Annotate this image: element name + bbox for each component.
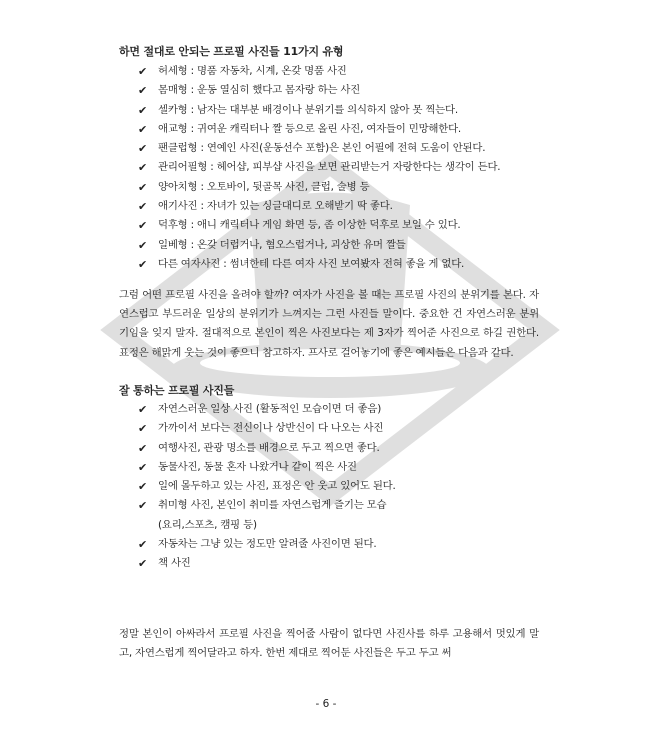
check-icon: ✔ bbox=[138, 460, 148, 474]
check-icon: ✔ bbox=[138, 219, 148, 233]
check-icon: ✔ bbox=[138, 200, 148, 214]
check-icon: ✔ bbox=[138, 161, 148, 175]
recommended-list bbox=[138, 400, 558, 574]
list-item: ✔ 관리어필형 : 헤어샵, 피부샵 사진을 보면 관리받는거 자랑한다는 생각이 든다. bbox=[138, 158, 558, 177]
list-item: ✔ 덕후형 : 애니 캐릭터나 게임 화면 등, 좀 이상한 덕후로 보일 수 있다. bbox=[138, 216, 558, 235]
list-item: ✔ 여행사진, 관광 명소를 배경으로 두고 찍으면 좋다. bbox=[138, 439, 558, 458]
check-icon: ✔ bbox=[138, 103, 148, 117]
list-item: ✔ 다른 여자사진 : 썸녀한테 다른 여자 사진 보여봤자 전혀 좋을 게 없다. bbox=[138, 255, 558, 274]
list-item: ✔ 팬클럽형 : 연예인 사진(운동선수 포함)은 본인 어필에 전혀 도움이 안된다. bbox=[138, 139, 558, 158]
avoid-list bbox=[138, 62, 558, 274]
list-item: ✔ 동물사진, 동물 혼자 나왔거나 같이 찍은 사진 bbox=[138, 458, 558, 477]
section-title-avoid: 하면 절대로 안되는 프로필 사진들 11가지 유형 bbox=[119, 45, 344, 58]
check-icon: ✔ bbox=[138, 122, 148, 136]
list-item: ✔ 자동차는 그냥 있는 정도만 알려줄 사진이면 된다. bbox=[138, 535, 558, 554]
check-icon: ✔ bbox=[138, 499, 148, 513]
body-paragraph-closing: 정말 본인이 아싸라서 프로필 사진을 찍어줄 사람이 없다면 사진사를 하루 고용해서 멋있게 말고, 자연스럽게 찍어달라고 하자. 한번 제대로 찍어둔 사진들은 두고 두고 써 bbox=[119, 628, 539, 660]
check-icon: ✔ bbox=[138, 538, 148, 552]
list-item: ✔ 가까이서 보다는 전신이나 상반신이 다 나오는 사진 bbox=[138, 419, 558, 438]
list-item: ✔ 취미형 사진, 본인이 취미를 자연스럽게 즐기는 모습 bbox=[138, 496, 558, 515]
section-title-recommended: 잘 통하는 프로필 사진들 bbox=[119, 384, 235, 397]
check-icon: ✔ bbox=[138, 441, 148, 455]
list-item: ✔ 몸매형 : 운동 열심히 했다고 몸자랑 하는 사진 bbox=[138, 81, 558, 100]
check-icon: ✔ bbox=[138, 142, 148, 156]
page-number: - 6 - bbox=[315, 698, 337, 710]
list-item: ✔ 애기사진 : 자녀가 있는 싱글대디로 오해받기 딱 좋다. bbox=[138, 197, 558, 216]
check-icon: ✔ bbox=[138, 84, 148, 98]
list-item: ✔ 셀카형 : 남자는 대부분 배경이나 분위기를 의식하지 않아 못 찍는다. bbox=[138, 101, 558, 120]
list-item-continuation: (요리,스포츠, 캠핑 등) bbox=[158, 518, 257, 531]
check-icon: ✔ bbox=[138, 422, 148, 436]
check-icon: ✔ bbox=[138, 180, 148, 194]
check-icon: ✔ bbox=[138, 557, 148, 571]
list-item: ✔ 양아치형 : 오토바이, 뒷골목 사진, 클럽, 술병 등 bbox=[138, 178, 558, 197]
body-paragraph-intro: 그럼 어떤 프로필 사진을 올려야 할까? 여자가 사진을 볼 때는 프로필 사진의 분위기를 본다. 자연스럽고 부드러운 일상의 분위기가 느껴지는 그런 사진들 말이다. 중요한 건 자연스러운 분위기임을 잊지 말자. 절대적으로 본인이 찍은 사진보다는 제 3자가 찍어준 사진으로 하길 권한다. 표정은 해맑게 웃는 것이 좋으니 참고하자. 프사로 걸어놓기에 좋은 예시들은 다음과 같다. bbox=[119, 289, 539, 359]
check-icon: ✔ bbox=[138, 238, 148, 252]
list-item: ✔ 일에 몰두하고 있는 사진, 표정은 안 웃고 있어도 된다. bbox=[138, 477, 558, 496]
check-icon: ✔ bbox=[138, 403, 148, 416]
check-icon: ✔ bbox=[138, 480, 148, 494]
list-item: ✔ 허세형 : 명품 자동차, 시계, 온갖 명품 사진 bbox=[138, 62, 558, 81]
list-item: ✔ 일베형 : 온갖 더럽거나, 혐오스럽거나, 괴상한 유머 짤들 bbox=[138, 236, 558, 255]
check-icon: ✔ bbox=[138, 257, 148, 271]
list-item: ✔ 책 사진 bbox=[138, 554, 558, 573]
list-item: ✔ 자연스러운 일상 사진 (활동적인 모습이면 더 좋음) bbox=[138, 400, 558, 419]
list-item: ✔ 애교형 : 귀여운 캐릭터나 짤 등으로 올린 사진, 여자들이 민망해한다. bbox=[138, 120, 558, 139]
check-icon: ✔ bbox=[138, 65, 148, 78]
